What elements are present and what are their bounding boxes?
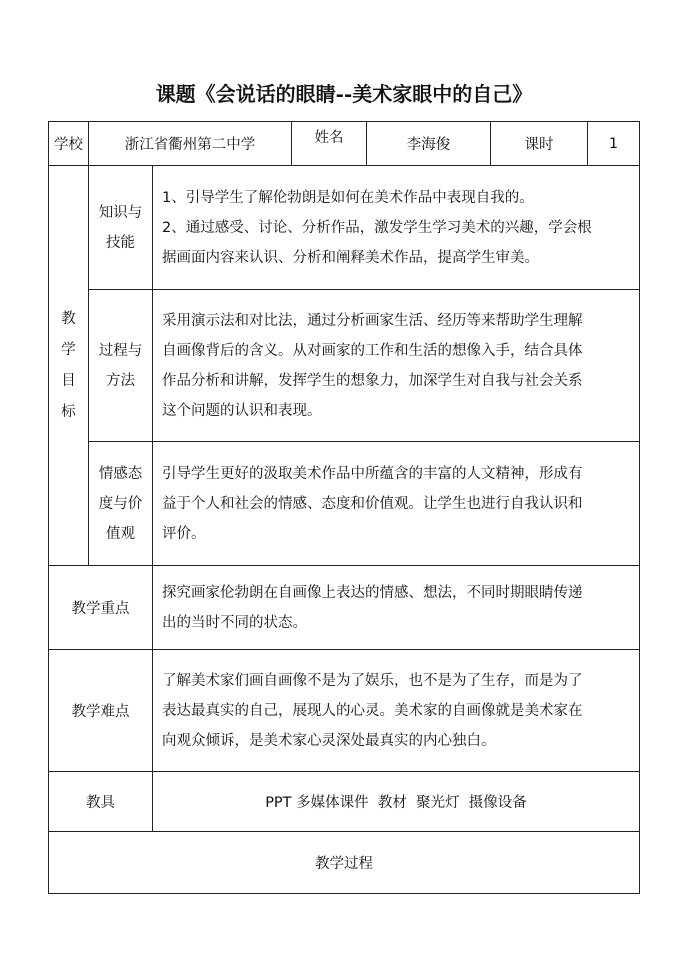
objectives-label-char: 教 — [61, 310, 76, 327]
content-line: 益于个人和社会的情感、态度和价值观。让学生也进行自我认识和 — [162, 495, 583, 512]
key-points-row — [49, 566, 640, 650]
content-line: 了解美术家们画自画像不是为了娱乐，也不是为了生存，而是为了 — [162, 672, 583, 689]
knowledge-skills-label — [89, 166, 153, 290]
header-row — [49, 122, 640, 166]
difficulties-label: 教学难点 — [49, 650, 153, 772]
content-line: 1、引导学生了解伦勃朗是如何在美术作品中表现自我的。 — [162, 189, 534, 206]
content-line: 2、通过感受、讨论、分析作品，激发学生学习美术的兴趣，学会根 — [162, 219, 592, 236]
label-line: 过程与 — [98, 342, 143, 359]
label-line: 值观 — [106, 525, 135, 542]
emotion-values-content — [153, 442, 640, 566]
label-line: 技能 — [106, 234, 135, 251]
objectives-label-char: 标 — [61, 403, 76, 420]
content-line: 表达最真实的自己，展现人的心灵。美术家的自画像就是美术家在 — [162, 702, 583, 719]
content-line: 向观众倾诉，是美术家心灵深处最真实的内心独白。 — [162, 732, 496, 749]
label-line: 方法 — [106, 372, 135, 389]
objectives-label-char: 目 — [61, 372, 76, 389]
period-label: 课时 — [491, 122, 588, 166]
key-points-label: 教学重点 — [49, 566, 153, 650]
school-value: 浙江省衢州第二中学 — [89, 122, 292, 166]
tools-value: PPT 多媒体课件 教材 聚光灯 摄像设备 — [153, 772, 640, 832]
content-line: 采用演示法和对比法，通过分析画家生活、经历等来帮助学生理解 — [162, 312, 583, 329]
name-value: 李海俊 — [367, 122, 491, 166]
tools-row — [49, 772, 640, 832]
content-line: 自画像背后的含义。从对画家的工作和生活的想像入手，结合具体 — [162, 342, 583, 359]
content-line: 这个问题的认识和表现。 — [162, 402, 322, 419]
objectives-label-char: 学 — [61, 341, 76, 358]
label-line: 情感态 — [98, 465, 143, 482]
content-line: 评价。 — [162, 525, 206, 542]
lesson-title: 课题《会说话的眼睛--美术家眼中的自己》 — [155, 82, 533, 106]
emotion-values-label — [89, 442, 153, 566]
key-points-content — [153, 566, 640, 650]
lesson-plan-table — [48, 121, 640, 894]
school-label: 学校 — [49, 122, 89, 166]
label-line: 度与价 — [98, 495, 143, 512]
content-line: 引导学生更好的汲取美术作品中所蕴含的丰富的人文精神，形成有 — [162, 465, 583, 482]
objective-process-row — [49, 290, 640, 442]
content-line: 探究画家伦勃朗在自画像上表达的情感、想法，不同时期眼睛传递 — [162, 584, 583, 601]
teaching-objectives-label — [49, 166, 89, 566]
process-heading-row — [49, 832, 640, 894]
content-line: 出的当时不同的状态。 — [162, 614, 307, 631]
knowledge-skills-content — [153, 166, 640, 290]
period-value: 1 — [588, 122, 640, 166]
content-line: 作品分析和讲解，发挥学生的想象力，加深学生对自我与社会关系 — [162, 372, 583, 389]
content-line: 据画面内容来认识、分析和阐释美术作品，提高学生审美。 — [162, 249, 539, 266]
difficulties-content — [153, 650, 640, 772]
name-label: 姓名 — [292, 122, 367, 166]
teaching-process-heading: 教学过程 — [49, 832, 640, 894]
tools-label: 教具 — [49, 772, 153, 832]
process-methods-label — [89, 290, 153, 442]
objective-knowledge-row — [49, 166, 640, 290]
process-methods-content — [153, 290, 640, 442]
difficulties-row — [49, 650, 640, 772]
objective-emotion-row — [49, 442, 640, 566]
label-line: 知识与 — [98, 204, 143, 221]
